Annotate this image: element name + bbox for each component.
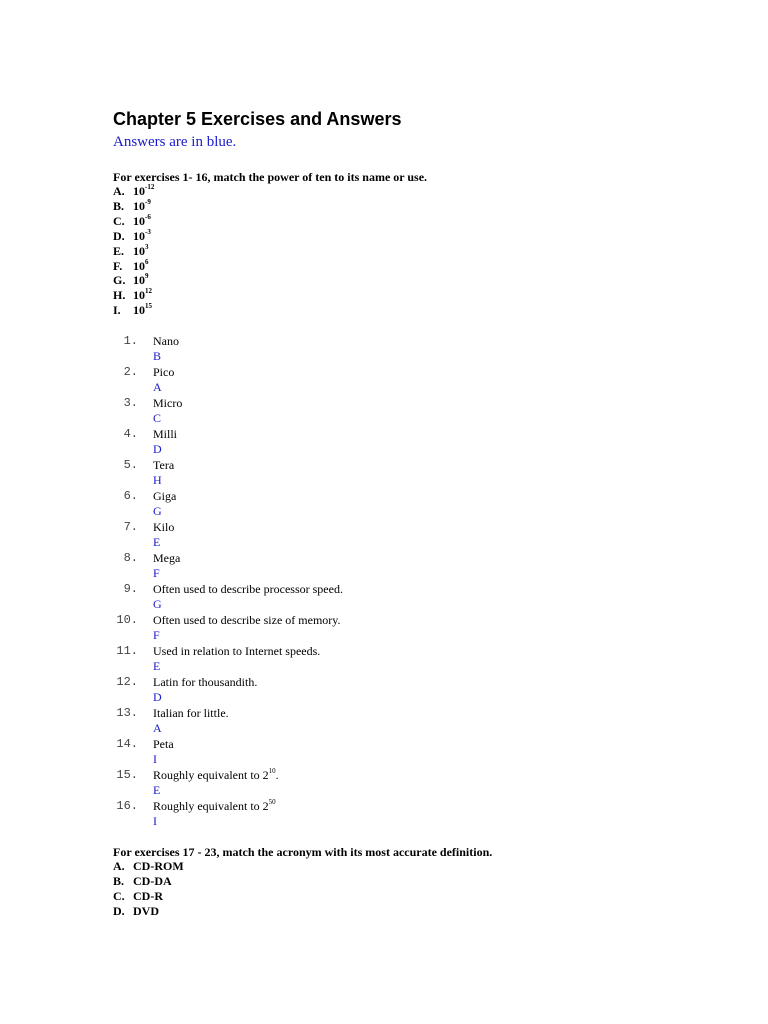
option-acronym: DVD bbox=[133, 904, 159, 918]
exercise-text-main: Roughly equivalent to 2 bbox=[153, 768, 269, 782]
exercise-text bbox=[153, 582, 343, 596]
option-exponent: 6 bbox=[145, 257, 149, 266]
power-option bbox=[113, 229, 151, 243]
option-letter: F. bbox=[113, 258, 123, 273]
exercise-text bbox=[153, 613, 341, 627]
exercise-number: 14. bbox=[116, 737, 138, 751]
power-option bbox=[113, 273, 149, 287]
exercise-answer: I bbox=[153, 752, 157, 766]
option-acronym: CD-DA bbox=[133, 874, 172, 888]
option-letter: C. bbox=[113, 213, 125, 228]
exercise-text-main: Nano bbox=[153, 334, 179, 348]
power-option bbox=[113, 303, 152, 317]
exercise-number: 8. bbox=[123, 551, 138, 565]
exercise-number: 5. bbox=[123, 458, 138, 472]
exercise-text-tail: . bbox=[275, 768, 279, 782]
exercise-text bbox=[153, 520, 174, 534]
exercise-answer: G bbox=[153, 597, 162, 611]
option-exponent: 9 bbox=[145, 272, 149, 281]
exercise-text-main: Peta bbox=[153, 737, 174, 751]
exercise-answer: G bbox=[153, 504, 162, 518]
acronym-option bbox=[113, 889, 163, 903]
exercise-text bbox=[153, 396, 182, 410]
exercise-text-main: Pico bbox=[153, 365, 175, 379]
exercise-text-main: Milli bbox=[153, 427, 178, 441]
exercise-text bbox=[153, 427, 177, 441]
option-letter: B. bbox=[113, 198, 125, 213]
option-letter: H. bbox=[113, 288, 126, 303]
exercise-text-main: Latin for thousandith. bbox=[153, 675, 258, 689]
option-base: 10 bbox=[133, 288, 145, 303]
exercise-number: 7. bbox=[123, 520, 138, 534]
exercise-number: 6. bbox=[123, 489, 138, 503]
acronym-option bbox=[113, 904, 159, 918]
exercise-text-main: Kilo bbox=[153, 520, 175, 534]
exercise-exponent: 50 bbox=[268, 798, 276, 806]
exercise-text-main: Italian for little. bbox=[153, 706, 229, 720]
section2-instruction: For exercises 17 - 23, match the acronym with its most accurate definition. bbox=[113, 845, 493, 859]
option-exponent: -9 bbox=[145, 197, 151, 206]
option-base: 10 bbox=[133, 303, 145, 318]
exercise-text-main: Often used to describe processor speed. bbox=[153, 582, 343, 596]
exercise-answer: F bbox=[153, 566, 160, 580]
exercise-number: 11. bbox=[116, 644, 138, 658]
option-acronym: CD-ROM bbox=[133, 859, 184, 873]
option-base: 10 bbox=[133, 258, 145, 273]
option-base: 10 bbox=[133, 228, 145, 243]
exercise-text bbox=[153, 644, 320, 658]
exercise-number: 12. bbox=[116, 675, 138, 689]
exercise-answer: I bbox=[153, 814, 157, 828]
option-letter: C. bbox=[113, 889, 125, 903]
option-base: 10 bbox=[133, 273, 145, 288]
exercise-answer: F bbox=[153, 628, 160, 642]
exercise-number: 4. bbox=[123, 427, 138, 441]
power-option bbox=[113, 288, 152, 302]
option-exponent: 12 bbox=[145, 287, 152, 296]
power-option bbox=[113, 214, 151, 228]
exercise-answer: C bbox=[153, 411, 162, 425]
option-base: 10 bbox=[133, 184, 145, 198]
page-subtitle: Answers are in blue. bbox=[113, 134, 237, 150]
exercise-answer: H bbox=[153, 473, 162, 487]
option-base: 10 bbox=[133, 198, 145, 213]
exercise-text-main: Often used to describe size of memory. bbox=[153, 613, 341, 627]
exercise-answer: A bbox=[153, 380, 162, 394]
exercise-answer: E bbox=[153, 535, 161, 549]
option-exponent: -3 bbox=[145, 227, 151, 236]
exercise-number: 16. bbox=[116, 799, 138, 813]
exercise-text-main: Roughly equivalent to 2 bbox=[153, 799, 269, 813]
exercise-text bbox=[153, 458, 174, 472]
exercise-text bbox=[153, 334, 179, 348]
option-exponent: 15 bbox=[145, 302, 152, 311]
option-letter: A. bbox=[113, 859, 125, 873]
option-acronym: CD-R bbox=[133, 889, 163, 903]
exercise-text bbox=[153, 365, 174, 379]
exercise-answer: E bbox=[153, 783, 161, 797]
exercise-answer: D bbox=[153, 690, 162, 704]
power-option bbox=[113, 199, 151, 213]
option-letter: D. bbox=[113, 228, 125, 243]
exercise-answer: D bbox=[153, 442, 162, 456]
exercise-text bbox=[153, 706, 229, 720]
exercise-answer: A bbox=[153, 721, 162, 735]
acronym-option bbox=[113, 859, 184, 873]
exercise-number: 2. bbox=[123, 365, 138, 379]
exercise-number: 9. bbox=[123, 582, 138, 596]
option-letter: I. bbox=[113, 303, 121, 318]
exercise-text-main: Giga bbox=[153, 489, 177, 503]
exercise-answer: B bbox=[153, 349, 162, 363]
acronym-option bbox=[113, 874, 172, 888]
option-letter: G. bbox=[113, 273, 126, 288]
option-letter: E. bbox=[113, 243, 125, 258]
exercise-text bbox=[153, 768, 279, 782]
option-letter: D. bbox=[113, 904, 125, 918]
exercise-number: 10. bbox=[116, 613, 138, 627]
exercise-text bbox=[153, 489, 176, 503]
exercise-number: 13. bbox=[116, 706, 138, 720]
exercise-answer: E bbox=[153, 659, 161, 673]
power-option bbox=[113, 244, 149, 258]
exercise-text-main: Tera bbox=[153, 458, 175, 472]
power-option bbox=[113, 259, 149, 273]
exercise-text bbox=[153, 675, 257, 689]
exercise-text bbox=[153, 737, 174, 751]
exercise-number: 1. bbox=[123, 334, 138, 348]
option-exponent: 3 bbox=[145, 242, 149, 251]
exercise-text-main: Micro bbox=[153, 396, 183, 410]
exercise-text-main: Used in relation to Internet speeds. bbox=[153, 644, 321, 658]
power-option bbox=[113, 184, 154, 198]
page-title: Chapter 5 Exercises and Answers bbox=[113, 109, 402, 129]
section1-instruction: For exercises 1- 16, match the power of ten to its name or use. bbox=[113, 170, 428, 184]
exercise-number: 15. bbox=[116, 768, 138, 782]
exercise-text bbox=[153, 799, 276, 813]
option-base: 10 bbox=[133, 243, 145, 258]
option-letter: B. bbox=[113, 874, 125, 888]
option-exponent: -6 bbox=[145, 212, 151, 221]
exercise-text-main: Mega bbox=[153, 551, 181, 565]
option-letter: A. bbox=[113, 184, 125, 198]
option-exponent: -12 bbox=[145, 183, 155, 191]
option-base: 10 bbox=[133, 213, 145, 228]
exercise-number: 3. bbox=[123, 396, 138, 410]
exercise-text bbox=[153, 551, 180, 565]
exercise-exponent: 10 bbox=[268, 767, 276, 775]
